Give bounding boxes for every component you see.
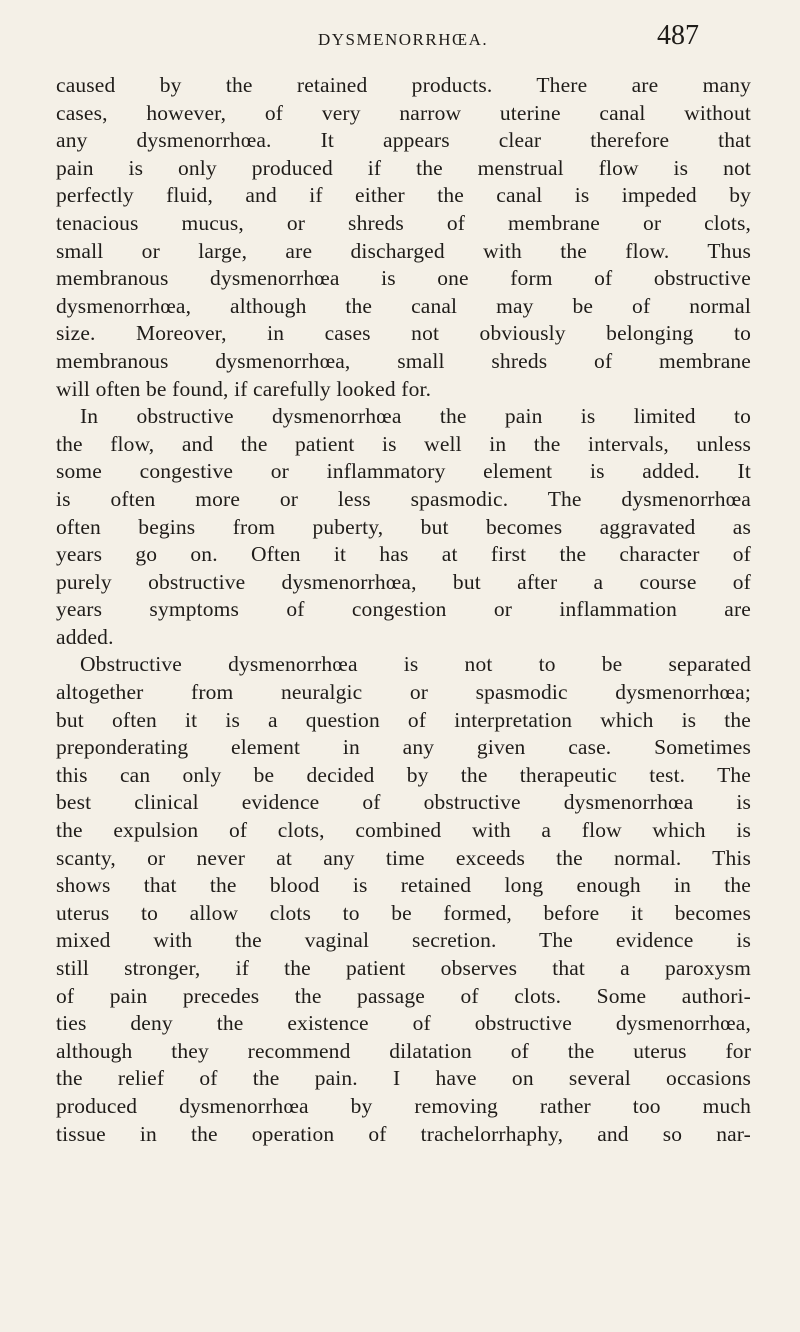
- text-line: still stronger, if the patient observes that a paroxysm: [56, 956, 751, 980]
- text-line: membranous dysmenorrhœa, small shreds of membrane: [56, 348, 751, 373]
- text-line: altogether from neuralgic or spasmodic dysmenorrhœa;: [56, 680, 751, 705]
- text-line: years go on. Often it has at first the character of: [56, 542, 751, 567]
- text-line: caused by the retained products. There are many: [56, 73, 751, 97]
- text-line: dysmenorrhœa, although the canal may be of normal: [56, 293, 751, 318]
- text-line: any dysmenorrhœa. It appears clear therefore that: [56, 128, 751, 153]
- page-number: 487: [657, 20, 699, 51]
- text-line: cases, however, of very narrow uterine canal without: [56, 100, 751, 125]
- text-line: tissue in the operation of trachelorrhaphy, and so nar-: [56, 1121, 751, 1146]
- text-line: but often it is a question of interpretation which is the: [56, 707, 751, 732]
- text-line: the relief of the pain. I have on several occasions: [56, 1066, 751, 1091]
- text-line: some congestive or inflammatory element is added. It: [56, 459, 751, 484]
- text-line: tenacious mucus, or shreds of membrane or clots,: [56, 210, 751, 235]
- running-title: DYSMENORRHŒA.: [318, 30, 489, 49]
- body-text: [56, 72, 751, 1148]
- paragraph-start-line: In obstructive dysmenorrhœa the pain is limited to: [80, 404, 751, 429]
- text-line: mixed with the vaginal secretion. The evidence is: [56, 928, 751, 953]
- text-line: size. Moreover, in cases not obviously belonging to: [56, 321, 751, 346]
- text-line: best clinical evidence of obstructive dysmenorrhœa is: [56, 790, 751, 815]
- text-line: will often be found, if carefully looked for.: [56, 376, 432, 401]
- text-line: of pain precedes the passage of clots. Some authori-: [56, 983, 751, 1008]
- text-line: perfectly fluid, and if either the canal is impeded by: [56, 183, 751, 208]
- text-line: membranous dysmenorrhœa is one form of obstructive: [56, 266, 751, 291]
- text-line: produced dysmenorrhœa by removing rather too much: [56, 1093, 751, 1118]
- text-line: scanty, or never at any time exceeds the normal. This: [56, 845, 751, 870]
- text-line: uterus to allow clots to be formed, before it becomes: [56, 900, 751, 925]
- paragraph-start-line: Obstructive dysmenorrhœa is not to be separated: [80, 652, 751, 677]
- text-line: purely obstructive dysmenorrhœa, but after a course of: [56, 569, 751, 594]
- text-line: ties deny the existence of obstructive dysmenorrhœa,: [56, 1011, 751, 1036]
- page-header: [0, 20, 800, 60]
- text-line: is often more or less spasmodic. The dysmenorrhœa: [56, 486, 751, 511]
- text-line: shows that the blood is retained long enough in the: [56, 873, 751, 898]
- text-line: small or large, are discharged with the flow. Thus: [56, 238, 751, 263]
- text-line: often begins from puberty, but becomes aggravated as: [56, 514, 751, 539]
- text-line: preponderating element in any given case. Sometimes: [56, 735, 751, 760]
- text-line: the flow, and the patient is well in the intervals, unless: [56, 431, 751, 456]
- text-line: the expulsion of clots, combined with a flow which is: [56, 818, 751, 843]
- text-line: although they recommend dilatation of the uterus for: [56, 1038, 751, 1063]
- text-line: this can only be decided by the therapeutic test. The: [56, 762, 751, 787]
- text-line: pain is only produced if the menstrual flow is not: [56, 155, 751, 180]
- text-line: added.: [56, 624, 114, 649]
- text-line: years symptoms of congestion or inflammation are: [56, 597, 751, 622]
